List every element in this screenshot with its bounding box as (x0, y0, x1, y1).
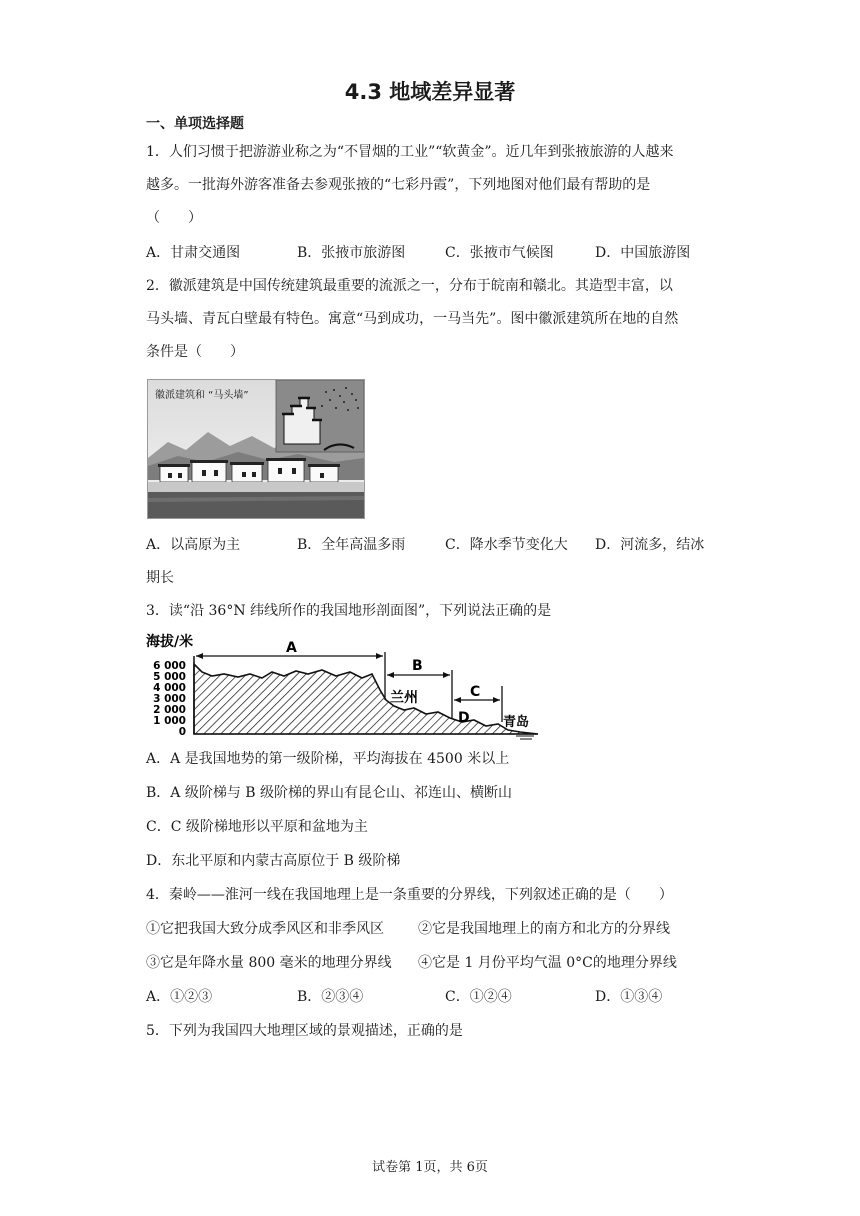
q4-option-a: A．①②③ (146, 989, 213, 1005)
q5-line1: 5．下列为我国四大地理区域的景观描述，正确的是 (146, 1023, 463, 1039)
q1-option-a: A．甘肃交通图 (146, 245, 241, 261)
q2-line3: 条件是（ ） (146, 344, 244, 360)
label-d: D (458, 710, 470, 726)
ytick-1000: 1 000 (153, 715, 186, 727)
label-c: C (470, 684, 481, 700)
q2-option-b: B．全年高温多雨 (297, 537, 406, 553)
q4-line1: 4．秦岭——淮河一线在我国地理上是一条重要的分界线，下列叙述正确的是（ ） (146, 887, 673, 903)
q3-option-a: A．A 是我国地势的第一级阶梯，平均海拔在 4500 米以上 (146, 751, 510, 767)
q4-option-c: C．①②④ (445, 989, 512, 1005)
q2-line2: 马头墙、青瓦白壁最有特色。寓意“马到成功，一马当先”。图中徽派建筑所在地的自然 (146, 311, 679, 327)
place-lanzhou: 兰州 (390, 690, 418, 706)
q3-option-d: D．东北平原和内蒙古高原位于 B 级阶梯 (146, 853, 401, 869)
q3-line1: 3．读“沿 36°N 纬线所作的我国地形剖面图”，下列说法正确的是 (146, 603, 552, 619)
q1-option-d: D．中国旅游图 (595, 245, 691, 261)
q2-option-d-cont: 期长 (146, 570, 174, 586)
label-b: B (412, 658, 423, 674)
q4-statement-2: ②它是我国地理上的南方和北方的分界线 (418, 921, 670, 937)
q2-line1: 2．徽派建筑是中国传统建筑最重要的流派之一，分布于皖南和赣北。其造型丰富，以 (146, 278, 673, 294)
place-qingdao: 青岛 (503, 715, 530, 730)
label-a: A (286, 640, 297, 656)
q1-option-c: C．张掖市气候图 (445, 245, 554, 261)
terrain-profile-figure (146, 630, 546, 740)
q3-option-b: B．A 级阶梯与 B 级阶梯的界山有昆仑山、祁连山、横断山 (146, 785, 513, 801)
terrain-area (194, 664, 538, 734)
ytick-6000: 6 000 (153, 660, 186, 672)
q2-option-c: C．降水季节变化大 (445, 537, 568, 553)
q4-statement-1: ①它把我国大致分成季风区和非季风区 (146, 921, 384, 937)
ytick-5000: 5 000 (153, 671, 186, 683)
photo-caption: 徽派建筑和 “马头墙” (155, 390, 249, 401)
page-title: 4.3 地域差异显著 (344, 80, 516, 104)
page-footer: 试卷第 1页，共 6页 (372, 1160, 488, 1175)
q1-line3: （ ） (146, 210, 202, 226)
q1-option-b: B．张掖市旅游图 (297, 245, 406, 261)
q1-line1: 1．人们习惯于把游游业称之为“不冒烟的工业”“软黄金”。近几年到张掖旅游的人越来 (146, 144, 674, 160)
ytick-2000: 2 000 (153, 704, 186, 716)
section-heading: 一、单项选择题 (146, 116, 244, 132)
ytick-3000: 3 000 (153, 693, 186, 705)
ytick-0: 0 (178, 726, 186, 738)
ytick-4000: 4 000 (153, 682, 186, 694)
q4-option-d: D．①③④ (595, 989, 663, 1005)
q4-statement-3: ③它是年降水量 800 毫米的地理分界线 (146, 955, 392, 971)
q4-statement-4: ④它是 1 月份平均气温 0°C的地理分界线 (418, 955, 677, 971)
q2-option-d: D．河流多，结冰 (595, 537, 705, 553)
profile-ylabel: 海拔/米 (146, 634, 194, 650)
q3-option-c: C．C 级阶梯地形以平原和盆地为主 (146, 819, 368, 835)
q2-option-a: A．以高原为主 (146, 537, 241, 553)
q1-line2: 越多。一批海外游客准备去参观张掖的“七彩丹霞”，下列地图对他们最有帮助的是 (146, 177, 651, 193)
q4-option-b: B．②③④ (297, 989, 364, 1005)
